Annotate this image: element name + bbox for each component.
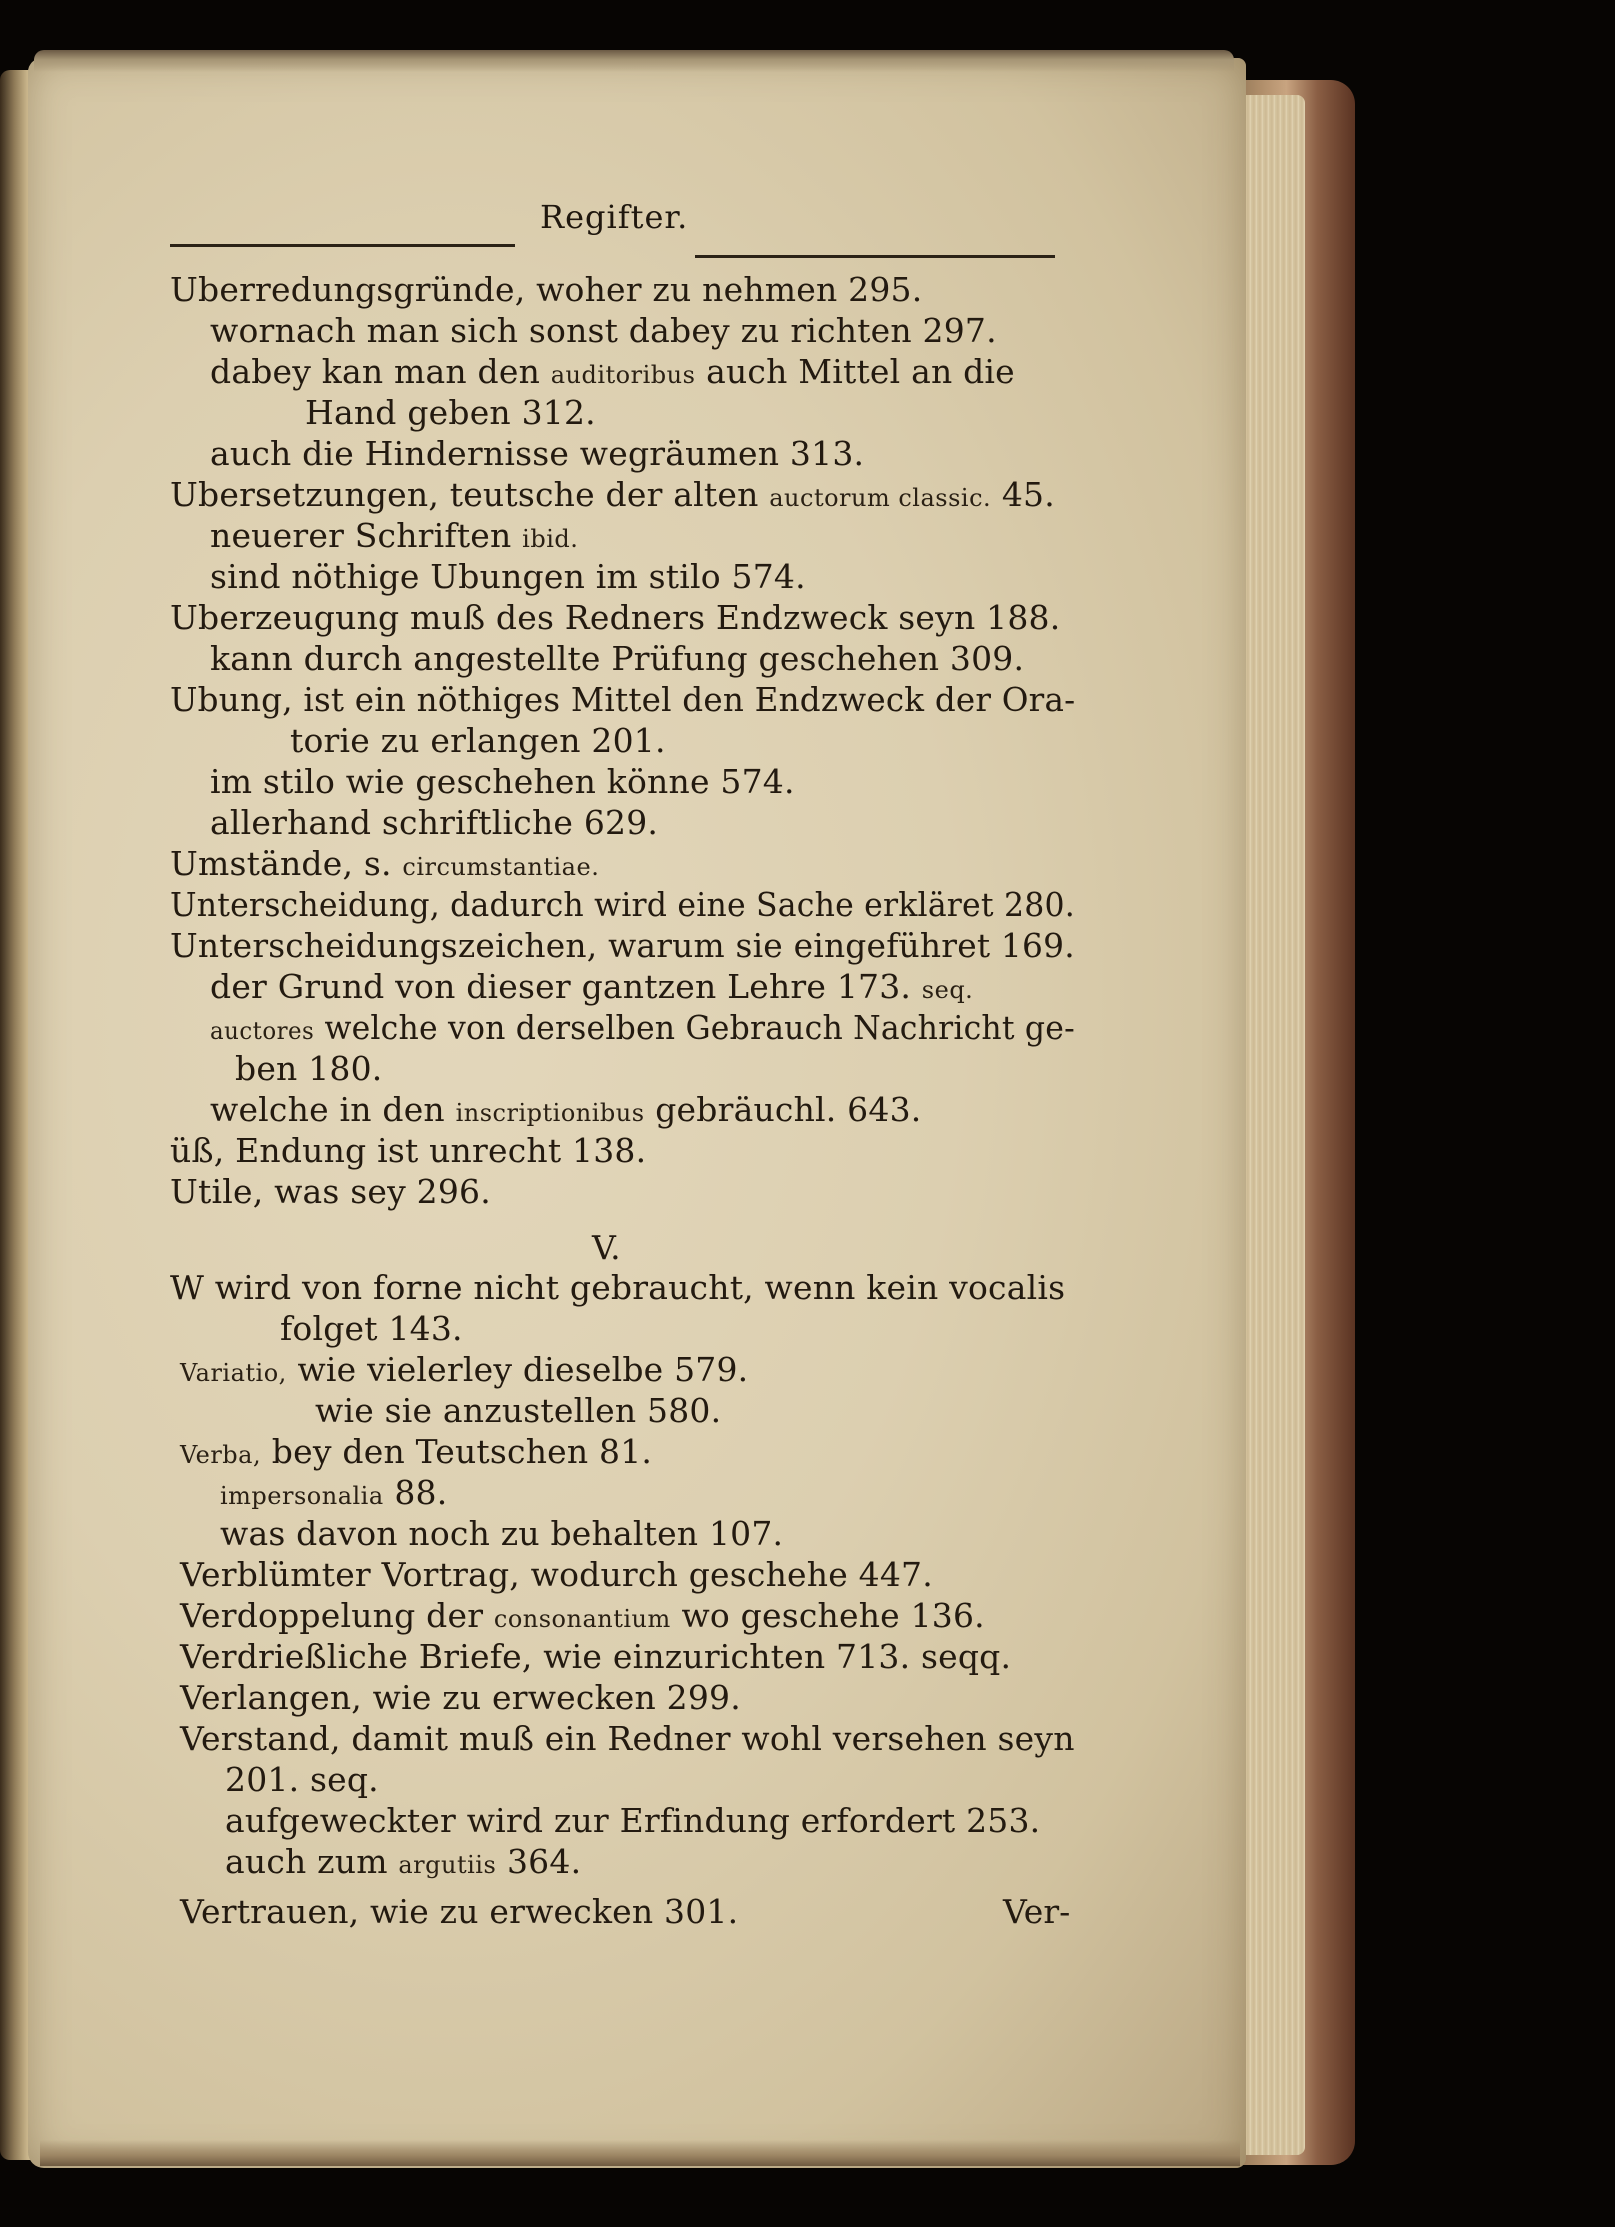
- index-line: auch die Hindernisse wegräumen 313.: [210, 434, 865, 473]
- index-line: torie zu erlangen 201.: [290, 721, 666, 760]
- index-line: [225, 1842, 581, 1885]
- running-head: Regifter.: [540, 198, 689, 236]
- index-line: [170, 475, 1055, 518]
- line-text: Umstände, s.: [170, 844, 403, 883]
- line-text: Verdoppelung der: [180, 1596, 494, 1635]
- index-line: [210, 1008, 1075, 1051]
- latin-term: seq.: [921, 976, 974, 1004]
- index-line: folget 143.: [280, 1309, 463, 1348]
- page-top-edge: [34, 50, 1234, 72]
- index-line: [180, 1432, 652, 1475]
- line-text: welche in den: [210, 1090, 456, 1129]
- index-line: [170, 844, 599, 887]
- latin-term: consonantium: [493, 1605, 671, 1633]
- index-line: wie sie anzustellen 580.: [315, 1391, 722, 1430]
- latin-term: circumstantiae.: [402, 853, 600, 881]
- index-line: Uberzeugung muß des Redners Endzweck seyn 188.: [170, 598, 1061, 637]
- line-text: auch Mittel an die: [695, 352, 1015, 391]
- latin-term: auctorum classic.: [769, 484, 992, 512]
- index-line: [210, 516, 578, 559]
- index-line: Verstand, damit muß ein Redner wohl versehen seyn: [180, 1719, 1075, 1758]
- line-text: dabey kan man den: [210, 352, 551, 391]
- index-line: sind nöthige Ubungen im stilo 574.: [210, 557, 806, 596]
- header-rule-left: [170, 244, 515, 247]
- line-text: neuerer Schriften: [210, 516, 523, 555]
- index-line: [180, 1350, 748, 1393]
- index-line: [210, 352, 1015, 395]
- index-line: üß, Endung ist unrecht 138.: [170, 1131, 647, 1170]
- index-line: Ubung, ist ein nöthiges Mittel den Endzweck der Ora-: [170, 680, 1076, 719]
- index-line: allerhand schriftliche 629.: [210, 803, 659, 842]
- index-line: im stilo wie geschehen könne 574.: [210, 762, 795, 801]
- index-line: was davon noch zu behalten 107.: [220, 1514, 784, 1553]
- index-line: aufgeweckter wird zur Erfindung erfordert 253.: [225, 1801, 1041, 1840]
- latin-term: inscriptionibus: [455, 1099, 645, 1127]
- index-line: Uberredungsgründe, woher zu nehmen 295.: [170, 270, 923, 309]
- line-text: Ubersetzungen, teutsche der alten: [170, 475, 770, 514]
- index-line: [220, 1473, 447, 1516]
- index-line: Vertrauen, wie zu erwecken 301.: [180, 1892, 739, 1931]
- line-text: gebräuchl. 643.: [644, 1090, 922, 1129]
- index-line: ben 180.: [235, 1049, 383, 1088]
- index-line: Utile, was sey 296.: [170, 1172, 491, 1211]
- line-text: welche von derselben Gebrauch Nachricht ge-: [314, 1008, 1075, 1047]
- index-line: wornach man sich sonst dabey zu richten 297.: [210, 311, 997, 350]
- section-letter: V.: [592, 1228, 621, 1267]
- line-text: bey den Teutschen 81.: [261, 1432, 653, 1471]
- latin-term: Variatio,: [180, 1359, 287, 1387]
- index-line: Unterscheidung, dadurch wird eine Sache erkläret 280.: [170, 885, 1075, 924]
- index-line: Verlangen, wie zu erwecken 299.: [180, 1678, 741, 1717]
- latin-term: ibid.: [522, 525, 579, 553]
- index-line: [210, 967, 973, 1010]
- catchword: Ver-: [1003, 1892, 1071, 1931]
- index-line: W wird von forne nicht gebraucht, wenn kein vocalis: [170, 1268, 1066, 1307]
- line-text: auch zum: [225, 1842, 399, 1881]
- latin-term: Verba,: [180, 1441, 262, 1469]
- latin-term: impersonalia: [220, 1482, 384, 1510]
- latin-term: argutiis: [398, 1851, 497, 1879]
- index-line: [210, 1090, 921, 1133]
- line-text: 88.: [383, 1473, 448, 1512]
- index-line: Verdrießliche Briefe, wie einzurichten 713. seqq.: [180, 1637, 1012, 1676]
- index-line: [180, 1596, 985, 1639]
- line-text: 364.: [496, 1842, 582, 1881]
- index-line: Verblümter Vortrag, wodurch geschehe 447.: [180, 1555, 933, 1594]
- header-rule-right: [695, 255, 1055, 258]
- line-text: der Grund von dieser gantzen Lehre 173.: [210, 967, 922, 1006]
- page-bottom-edge: [40, 2140, 1240, 2166]
- line-text: wie vielerley dieselbe 579.: [286, 1350, 749, 1389]
- latin-term: auctores: [210, 1017, 315, 1045]
- index-line: Unterscheidungszeichen, warum sie eingeführet 169.: [170, 926, 1075, 965]
- line-text: 45.: [991, 475, 1055, 514]
- index-line: kann durch angestellte Prüfung geschehen 309.: [210, 639, 1025, 678]
- line-text: wo geschehe 136.: [670, 1596, 985, 1635]
- index-line: Hand geben 312.: [305, 393, 596, 432]
- latin-term: auditoribus: [550, 361, 696, 389]
- index-line: 201. seq.: [225, 1760, 379, 1799]
